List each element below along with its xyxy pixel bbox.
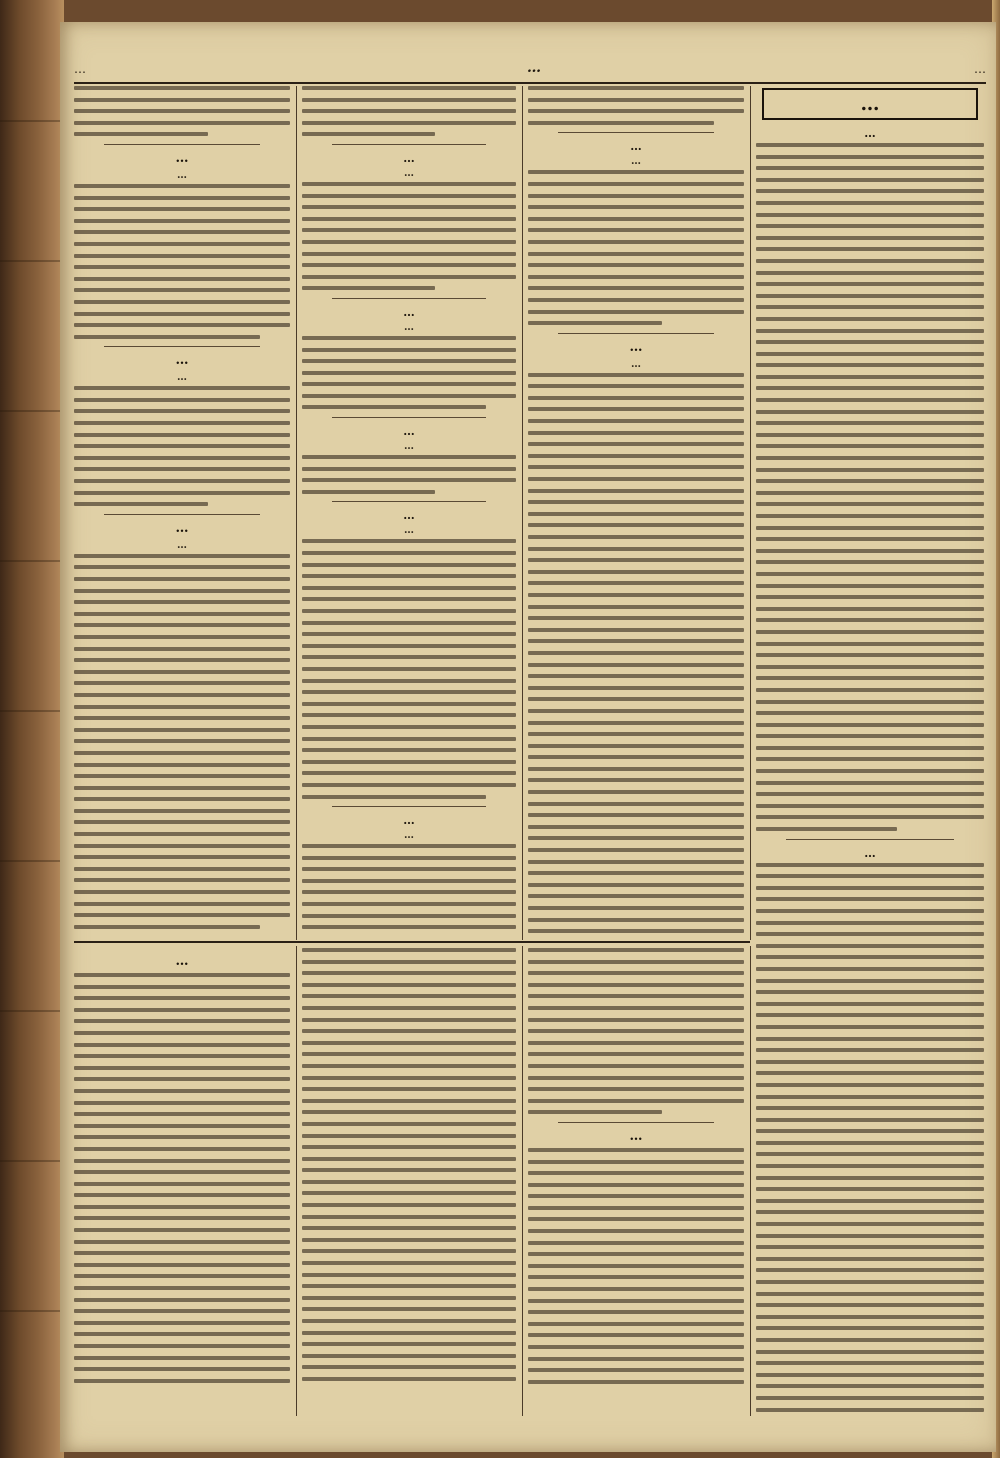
dateline: …	[177, 169, 187, 181]
bottom-column-2	[302, 948, 516, 1416]
headline-gold: …	[403, 424, 415, 439]
issue-date: …	[974, 62, 986, 76]
column-rule	[296, 86, 297, 940]
dateline: …	[631, 156, 641, 168]
dateline: …	[177, 372, 187, 384]
book-binding	[0, 0, 64, 1458]
article-text	[528, 1148, 744, 1384]
headline-zwangsverwaltung: …	[629, 339, 643, 355]
headline-gefangenenlager: …	[403, 508, 415, 523]
bottom-column-3	[528, 948, 744, 1416]
headline-schlachtbericht: …	[175, 520, 189, 536]
dateline: …	[404, 525, 414, 537]
newspaper-page	[60, 22, 996, 1452]
article-text	[74, 973, 290, 1383]
dateline: …	[404, 321, 414, 333]
article-text	[74, 386, 290, 506]
column-3	[528, 86, 744, 936]
masthead-line	[74, 60, 986, 84]
headline-schlachtfeld: …	[175, 954, 189, 969]
article-text	[528, 373, 744, 936]
article-text	[528, 948, 744, 1114]
article-text	[302, 539, 516, 798]
section-title-box: …	[762, 88, 978, 120]
column-rule	[522, 86, 523, 940]
article-text	[756, 143, 984, 831]
column-rule	[522, 946, 523, 1416]
article-text	[528, 170, 744, 325]
article-text	[302, 336, 516, 410]
article-text	[528, 86, 744, 125]
dateline: …	[177, 539, 187, 551]
section-rule	[74, 941, 750, 943]
article-text	[756, 863, 984, 1416]
headline-gerettet: …	[175, 150, 189, 166]
article-text	[302, 455, 516, 494]
column-2	[302, 86, 516, 936]
article-text	[302, 86, 516, 136]
article-text	[74, 554, 290, 929]
headline-unterstuetzungsgesetz: …	[864, 126, 876, 140]
headline-buergergarde: …	[403, 304, 415, 319]
headline-lebensmittelmangel: …	[403, 150, 415, 165]
article-text	[302, 948, 516, 1381]
article-text	[74, 184, 290, 339]
headline-schreckgespenst: …	[630, 139, 642, 154]
page-number: …	[74, 62, 86, 76]
dateline: …	[404, 167, 414, 179]
column-1	[74, 86, 290, 936]
article-text	[302, 844, 516, 936]
article-text	[74, 86, 290, 136]
column-4-local-news	[756, 86, 984, 1416]
dateline: …	[404, 830, 414, 842]
bottom-column-1	[74, 948, 290, 1416]
headline-kunstkommission: …	[629, 1128, 643, 1144]
column-rule	[750, 86, 751, 940]
column-rule	[296, 946, 297, 1416]
headline-kriegsfuersorge: …	[864, 845, 876, 860]
headline-lazarettzug: …	[403, 813, 415, 828]
column-rule	[750, 946, 751, 1416]
headline-angriff: …	[175, 353, 189, 369]
article-text	[302, 182, 516, 290]
dateline: …	[631, 358, 641, 370]
newspaper-title: …	[527, 60, 541, 76]
dateline: …	[404, 441, 414, 453]
